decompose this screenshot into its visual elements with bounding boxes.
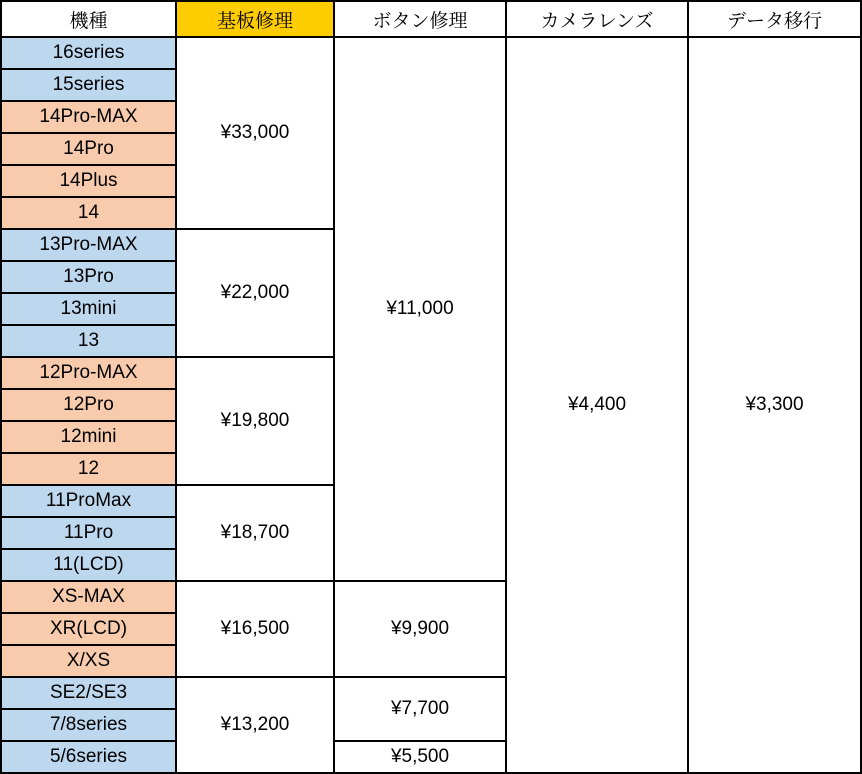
column-header-model: 機種	[1, 1, 176, 37]
board-repair-price-cell: ¥13,200	[176, 677, 334, 773]
model-cell: 13mini	[1, 293, 176, 325]
column-header-camera-lens: カメラレンズ	[506, 1, 688, 37]
button-repair-price-cell: ¥7,700	[334, 677, 506, 741]
model-cell: 7/8series	[1, 709, 176, 741]
model-cell: 12Pro-MAX	[1, 357, 176, 389]
model-cell: 14Pro	[1, 133, 176, 165]
board-repair-price-cell: ¥33,000	[176, 37, 334, 229]
model-cell: 14Plus	[1, 165, 176, 197]
model-cell: 16series	[1, 37, 176, 69]
table-body	[1, 37, 861, 773]
column-header-button-repair: ボタン修理	[334, 1, 506, 37]
model-cell: 11ProMax	[1, 485, 176, 517]
model-cell: 15series	[1, 69, 176, 101]
model-cell: 12Pro	[1, 389, 176, 421]
model-cell: 11Pro	[1, 517, 176, 549]
board-repair-price-cell: ¥19,800	[176, 357, 334, 485]
model-cell: 11(LCD)	[1, 549, 176, 581]
table-header	[1, 1, 861, 37]
model-cell: X/XS	[1, 645, 176, 677]
table-row	[1, 37, 861, 69]
model-cell: 14Pro-MAX	[1, 101, 176, 133]
board-repair-price-cell: ¥16,500	[176, 581, 334, 677]
camera-lens-price-cell: ¥4,400	[506, 37, 688, 773]
model-cell: SE2/SE3	[1, 677, 176, 709]
board-repair-price-cell: ¥18,700	[176, 485, 334, 581]
model-cell: 12mini	[1, 421, 176, 453]
button-repair-price-cell: ¥11,000	[334, 37, 506, 581]
button-repair-price-cell: ¥5,500	[334, 741, 506, 773]
column-header-board-repair: 基板修理	[176, 1, 334, 37]
model-cell: XS-MAX	[1, 581, 176, 613]
board-repair-price-cell: ¥22,000	[176, 229, 334, 357]
model-cell: 12	[1, 453, 176, 485]
header-row	[1, 1, 861, 37]
model-cell: 14	[1, 197, 176, 229]
model-cell: XR(LCD)	[1, 613, 176, 645]
model-cell: 5/6series	[1, 741, 176, 773]
button-repair-price-cell: ¥9,900	[334, 581, 506, 677]
model-cell: 13Pro-MAX	[1, 229, 176, 261]
data-transfer-price-cell: ¥3,300	[688, 37, 861, 773]
column-header-data-transfer: データ移行	[688, 1, 861, 37]
model-cell: 13Pro	[1, 261, 176, 293]
model-cell: 13	[1, 325, 176, 357]
